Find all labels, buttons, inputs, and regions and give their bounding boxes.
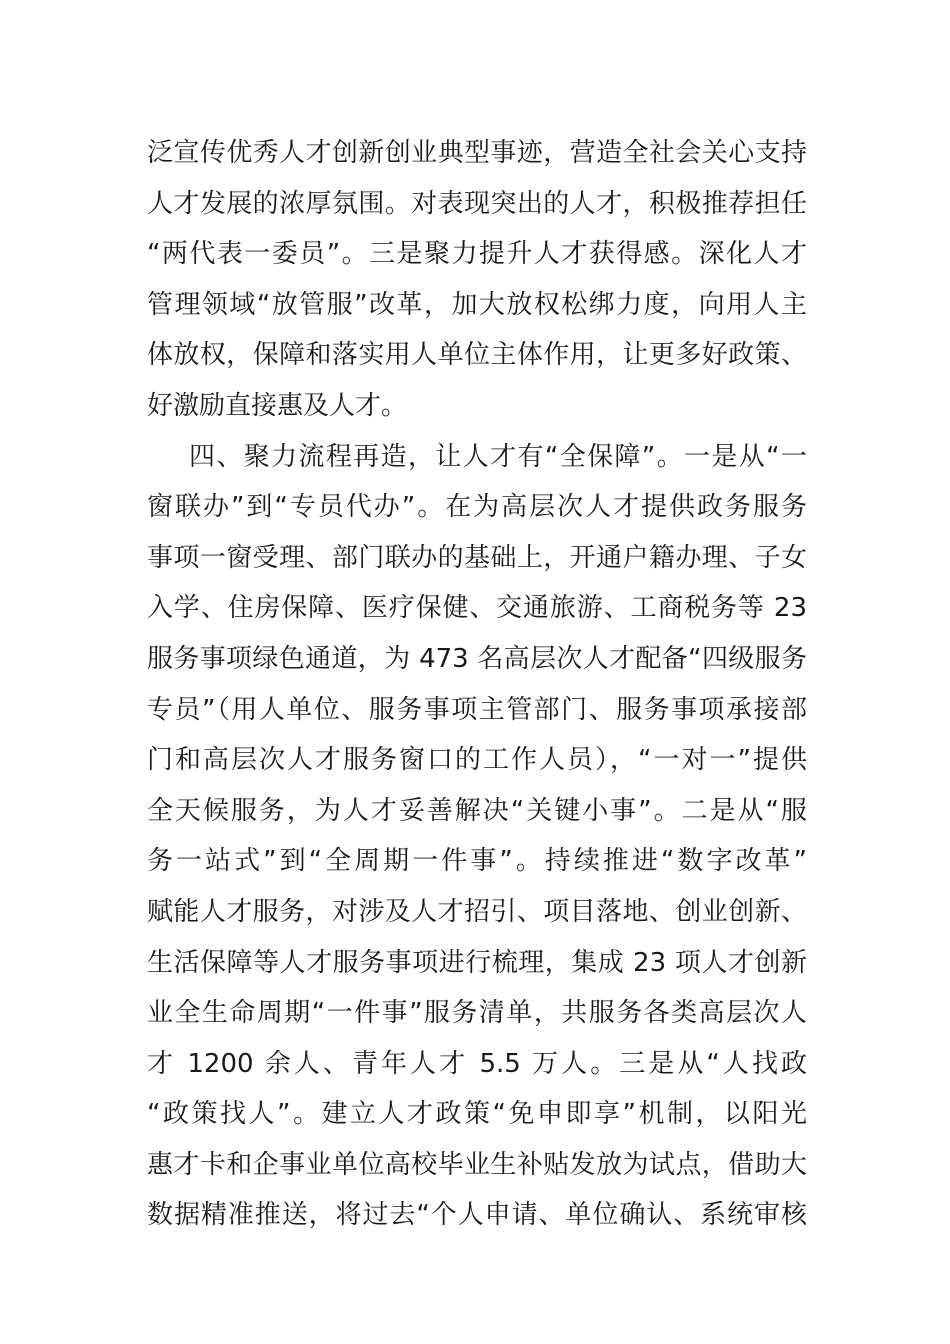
text-line: 惠才卡和企事业单位高校毕业生补贴发放为试点，借助大 [147,1149,807,1180]
text-line: 人才发展的浓厚氛围。对表现突出的人才，积极推荐担任 [147,188,807,219]
text-line: 服务事项绿色通道，为 473 名高层次人才配备“四级服务 [147,643,807,674]
text-line: 管理领域“放管服”改革，加大放权松绑力度，向用人主 [147,289,807,320]
text-line: “政策找人”。建立人才政策“免申即享”机制，以阳光 [147,1099,807,1130]
text-line-paragraph-start: 四、聚力流程再造，让人才有“全保障”。一是从“一 [189,441,807,472]
text-line: 全天候服务，为人才妥善解决“关键小事”。二是从“服 [147,795,807,826]
text-line-paragraph-end: 好激励直接惠及人才。 [147,390,408,421]
text-line: 泛宣传优秀人才创新创业典型事迹，营造全社会关心支持 [147,138,807,168]
text-line: 门和高层次人才服务窗口的工作人员），“一对一”提供 [147,745,807,776]
text-line: 事项一窗受理、部门联办的基础上，开通户籍办理、子女 [147,542,807,573]
text-line: 生活保障等人才服务事项进行梳理，集成 23 项人才创新 [147,947,807,978]
text-line: “两代表一委员”。三是聚力提升人才获得感。深化人才 [147,239,807,270]
text-line: 才 1200 余人、青年人才 5.5 万人。三是从“人找政 [147,1048,807,1079]
text-line: 业全生命周期“一件事”服务清单，共服务各类高层次人 [147,998,807,1029]
text-line: 赋能人才服务，对涉及人才招引、项目落地、创业创新、 [147,896,807,927]
text-line: 数据精准推送，将过去“个人申请、单位确认、系统审核 [147,1200,807,1231]
text-line: 专员”（用人单位、服务事项主管部门、服务事项承接部 [147,694,807,725]
text-line: 务一站式”到“全周期一件事”。持续推进“数字改革” [147,846,807,877]
text-line: 窗联办”到“专员代办”。在为高层次人才提供政务服务 [147,492,807,523]
text-line: 体放权，保障和落实用人单位主体作用，让更多好政策、 [147,340,807,371]
body-text [147,128,807,1241]
text-line: 入学、住房保障、医疗保健、交通旅游、工商税务等 23 [147,593,807,624]
